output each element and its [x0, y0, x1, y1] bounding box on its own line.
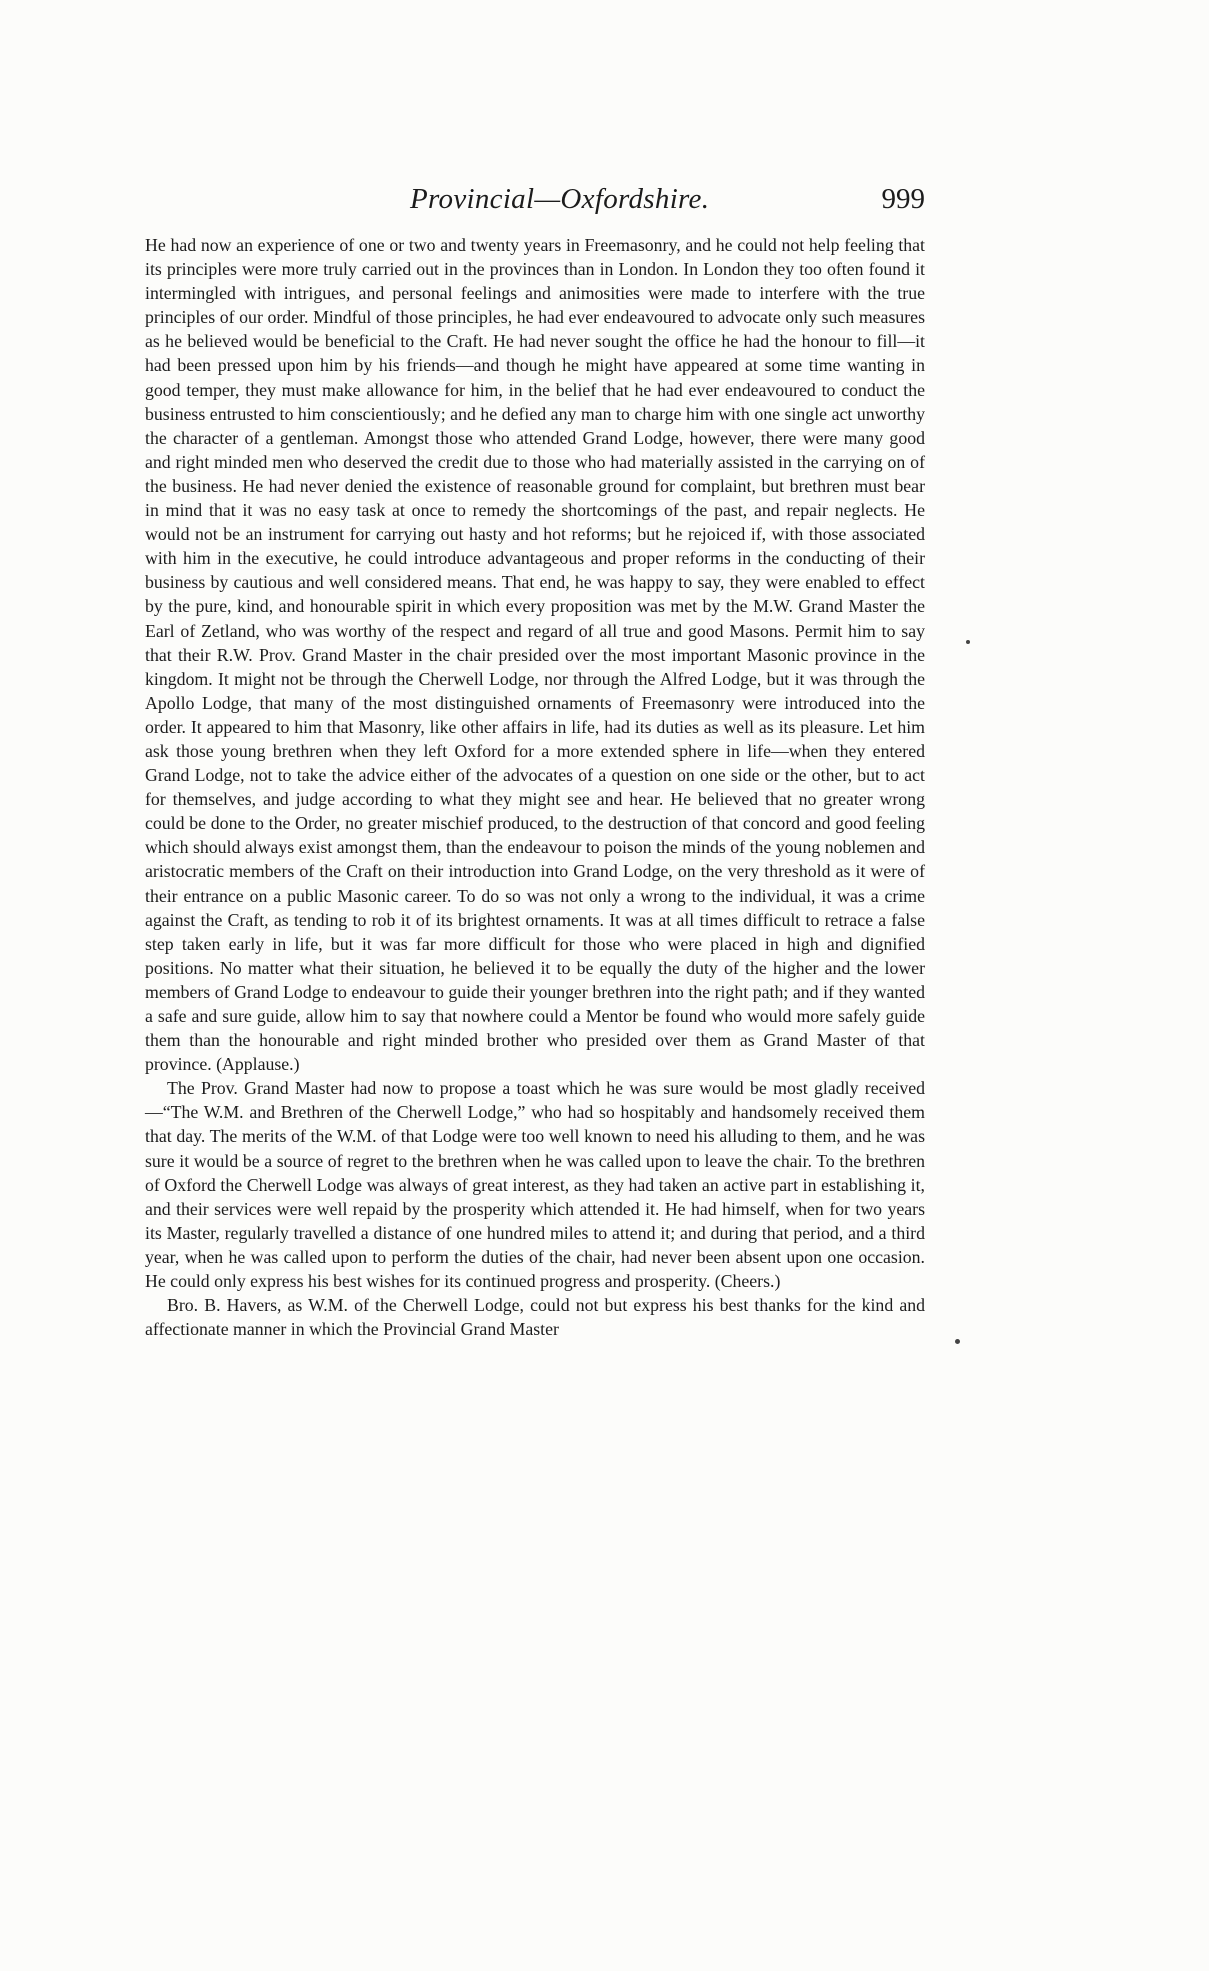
page-number: 999 — [881, 183, 925, 215]
paragraph-toast: The Prov. Grand Master had now to propose a toast which he was sure would be most gladly received—“The W.M. and Brethren of the Cherwell Lodge,” who had so hospitably and handsomely received them that day. The merits of the W.M. of that Lodge were too well known to need his alluding to them, and he was sure it would be a source of regret to the brethren when he was called upon to leave the chair. To the brethren of Oxford the Cherwell Lodge was always of great interest, as they had taken an active part in establishing it, and their services were well repaid by the prosperity which attended it. He had himself, when for two years its Master, regularly travelled a distance of one hundred miles to attend it; and during that period, and a third year, when he was called upon to perform the duties of the chair, had never been absent upon one occasion. He could only express his best wishes for its continued progress and prosperity. (Cheers.) — [145, 1078, 925, 1292]
page-header — [145, 183, 925, 223]
article-body — [145, 233, 925, 1341]
paragraph-reply: Bro. B. Havers, as W.M. of the Cherwell Lodge, could not but express his best thanks for the kind and affectionate manner in which the Provincial Grand Master — [145, 1295, 925, 1340]
margin-speck — [966, 640, 970, 644]
margin-speck — [955, 1339, 960, 1344]
paragraph-speech: He had now an experience of one or two and twenty years in Freemasonry, and he could not help feeling that its principles were more truly carried out in the provinces than in London. In London they too often found it intermingled with intrigues, and personal feelings and animosities were made to interfere with the true principles of our order. Mindful of those principles, he had ever endeavoured to advocate only such measures as he believed would be beneficial to the Craft. He had never sought the office he had the honour to fill—it had been pressed upon him by his friends—and though he might have appeared at some time wanting in good temper, they must make allowance for him, in the belief that he had ever endeavoured to conduct the business entrusted to him conscientiously; and he defied any man to charge him with one single act unworthy the character of a gentleman. Amongst those who attended Grand Lodge, however, there were many good and right minded men who deserved the credit due to those who had materially assisted in the carrying on of the business. He had never denied the existence of reasonable ground for complaint, but brethren must bear in mind that it was no easy task at once to remedy the shortcomings of the past, and repair neglects. He would not be an instrument for carrying out hasty and hot reforms; but he rejoiced if, with those associated with him in the executive, he could introduce advantageous and proper reforms in the conducting of their business by cautious and well considered means. That end, he was happy to say, they were enabled to effect by the pure, kind, and honourable spirit in which every proposition was met by the M.W. Grand Master the Earl of Zetland, who was worthy of the respect and regard of all true and good Masons. Permit him to say that their R.W. Prov. Grand Master in the chair presided over the most important Masonic province in the kingdom. It might not be through the Cherwell Lodge, nor through the Alfred Lodge, but it was through the Apollo Lodge, that many of the most distinguished ornaments of Freemasonry were introduced into the order. It appeared to him that Masonry, like other affairs in life, had its duties as well as its pleasure. Let him ask those young brethren when they left Oxford for a more extended sphere in life—when they entered Grand Lodge, not to take the advice either of the advocates of a question on one side or the other, but to act for themselves, and judge according to what they might see and hear. He believed that no greater wrong could be done to the Order, no greater mischief produced, to the destruction of that concord and good feeling which should always exist amongst them, than the endeavour to poison the minds of the young noblemen and aristocratic members of the Craft on their introduction into Grand Lodge, on the very threshold as it were of their entrance on a public Masonic career. To do so was not only a wrong to the individual, it was a crime against the Craft, as tending to rob it of its brightest ornaments. It was at all times difficult to retrace a false step taken early in life, but it was far more difficult for those who were placed in high and dignified positions. No matter what their situation, he believed it to be equally the duty of the higher and the lower members of Grand Lodge to endeavour to guide their younger brethren into the right path; and if they wanted a safe and sure guide, allow him to say that nowhere could a Mentor be found who would more safely guide them than the honourable and right minded brother who presided over them as Grand Master of that province. (Applause.) — [145, 235, 925, 1075]
running-title: Provincial—Oxfordshire. — [410, 183, 710, 215]
